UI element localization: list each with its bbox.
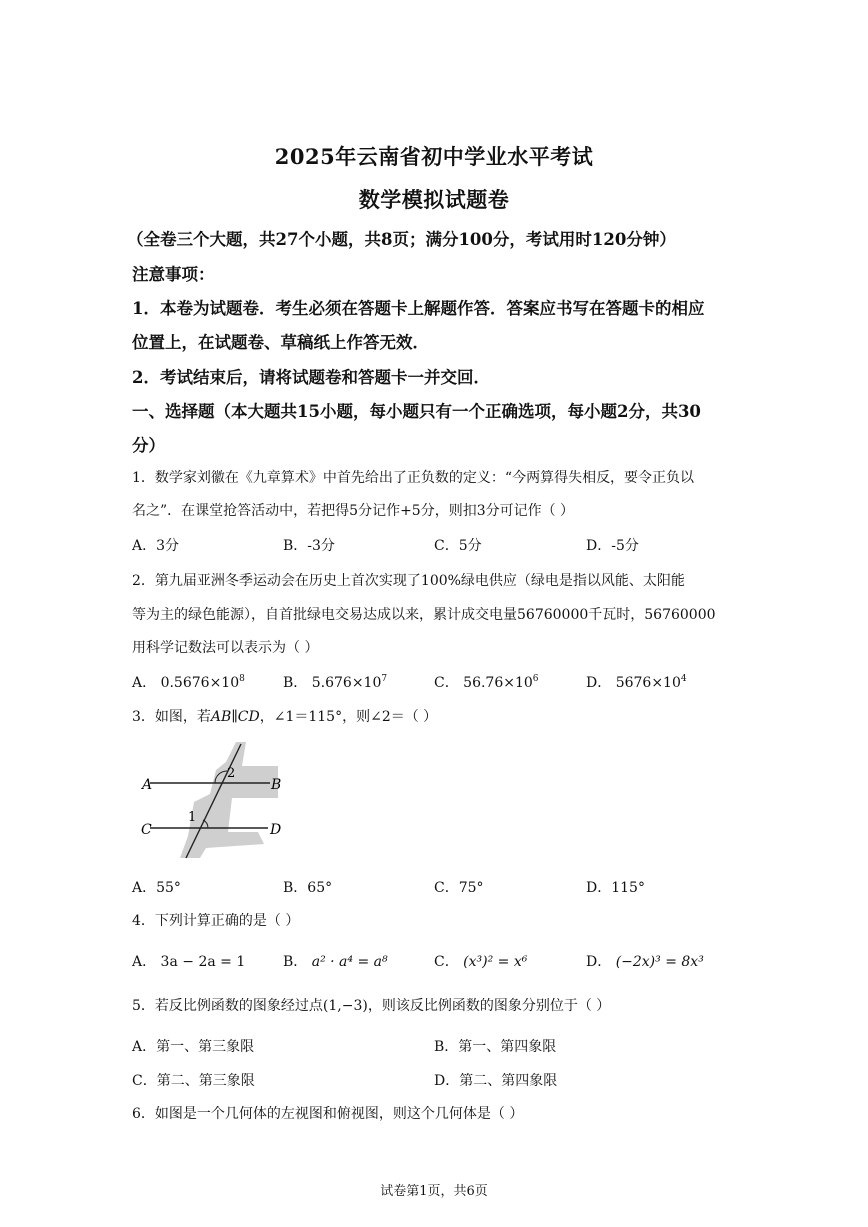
q5-option-b: B．第一、第四象限 <box>434 1039 557 1055</box>
question-3-stem <box>132 706 437 726</box>
q3-angle-expr: ，∠1＝115°，则∠2＝（ ） <box>259 709 438 725</box>
q2-option-c-label: C． <box>434 675 459 691</box>
exam-info: （全卷三个大题，共27个小题，共8页；满分100分，考试用时120分钟） <box>127 230 676 249</box>
question-1-line-1: 1．数学家刘徽在《九章算术》中首先给出了正负数的定义：“今两算得失相反，要令正负以 <box>132 470 695 486</box>
question-4-stem: 4．下列计算正确的是（ ） <box>132 913 300 929</box>
q4-option-c <box>434 951 527 971</box>
label-d: D <box>270 822 282 838</box>
q4-option-c-expr: (x³)² = x⁶ <box>463 954 528 970</box>
q2-option-b <box>283 672 387 692</box>
q2-option-a-base: 0.5676×10 <box>160 675 240 691</box>
question-2-line-1: 2．第九届亚洲冬季运动会在历史上首次实现了100%绿电供应（绿电是指以风能、太阳能 <box>132 573 685 589</box>
q2-option-d-base: 5676×10 <box>615 675 681 691</box>
q2-option-b-label: B． <box>283 675 308 691</box>
q2-option-c <box>434 672 539 692</box>
label-angle-2: 2 <box>227 766 236 781</box>
question-1-line-2: 名之”．在课堂抢答活动中，若把得5分记作+5分，则扣3分可记作（ ） <box>132 503 575 519</box>
q3-option-d: D．115° <box>586 880 645 896</box>
q4-option-d-label: D． <box>586 954 616 970</box>
q2-option-b-base: 5.676×10 <box>311 675 382 691</box>
q2-option-c-exp: 6 <box>532 674 539 684</box>
q2-option-a-exp: 8 <box>239 674 245 684</box>
q3-option-b: B．65° <box>283 880 333 896</box>
q4-option-c-label: C． <box>434 954 464 970</box>
q4-option-b-label: B． <box>283 954 312 970</box>
q1-option-c: C．5分 <box>434 538 482 554</box>
label-b: B <box>271 777 282 793</box>
notice-item-1-line-2: 位置上，在试题卷、草稿纸上作答无效． <box>132 333 429 352</box>
q4-option-b <box>283 951 388 971</box>
question-6-stem: 6．如图是一个几何体的左视图和俯视图，则这个几何体是（ ） <box>132 1106 524 1122</box>
question-5-stem: 5．若反比例函数的图象经过点(1,−3)，则该反比例函数的图象分别位于（ ） <box>132 998 611 1014</box>
q2-option-d <box>586 672 687 692</box>
q1-option-a: A．3分 <box>132 538 180 554</box>
notice-item-1-line-1: 1．本卷为试题卷．考生必须在答题卡上解题作答．答案应书写在答题卡的相应 <box>132 299 705 318</box>
label-a: A <box>142 777 153 793</box>
label-angle-1: 1 <box>188 810 197 825</box>
q2-option-d-exp: 4 <box>680 674 687 684</box>
q1-option-b: B．-3分 <box>283 538 335 554</box>
page-footer: 试卷第1页，共6页 <box>380 1184 488 1199</box>
q4-option-d-expr: (−2x)³ = 8x³ <box>615 954 704 970</box>
section-1-heading: 一、选择题（本大题共15小题，每小题只有一个正确选项，每小题2分，共30 <box>132 402 701 421</box>
q5-option-a: A．第一、第三象限 <box>132 1039 255 1055</box>
q3-option-a: A．55° <box>132 880 181 896</box>
section-1-heading-cont: 分） <box>132 436 165 455</box>
q5-option-d: D．第二、第四象限 <box>434 1073 558 1089</box>
q4-option-d <box>586 951 704 971</box>
q2-option-a-label: A． <box>132 675 157 691</box>
exam-subtitle: 数学模拟试题卷 <box>358 187 510 212</box>
q5-option-c: C．第二、第三象限 <box>132 1073 255 1089</box>
label-c: C <box>141 822 152 838</box>
notice-heading: 注意事项： <box>132 265 215 284</box>
q4-option-b-expr: a² · a⁴ = a⁸ <box>311 954 388 970</box>
q3-parallel-expr: AB∥CD <box>210 709 260 725</box>
question-2-line-2: 等为主的绿色能源），自首批绿电交易达成以来，累计成交电量56760000千瓦时，56760000 <box>132 607 716 623</box>
q2-option-a <box>132 672 245 692</box>
q3-option-c: C．75° <box>434 880 484 896</box>
exam-title: 2025年云南省初中学业水平考试 <box>274 144 594 169</box>
notice-item-2: 2．考试结束后，请将试题卷和答题卡一并交回． <box>132 368 490 387</box>
q4-option-a: A． 3a − 2a = 1 <box>132 954 246 970</box>
q3-prefix: 3．如图，若 <box>132 709 211 725</box>
q2-option-b-exp: 7 <box>381 674 388 684</box>
q1-option-d: D．-5分 <box>586 538 639 554</box>
q2-option-c-base: 56.76×10 <box>463 675 533 691</box>
question-2-line-3: 用科学记数法可以表示为（ ） <box>132 640 319 656</box>
q2-option-d-label: D． <box>586 675 612 691</box>
parallel-lines-figure <box>128 740 290 862</box>
